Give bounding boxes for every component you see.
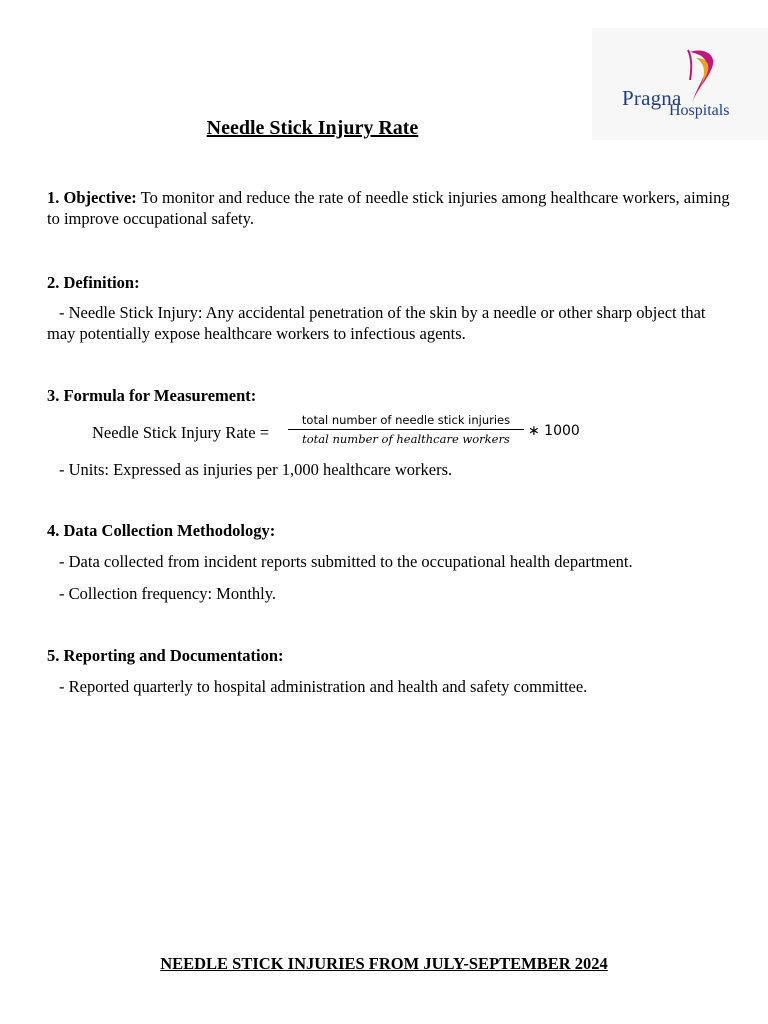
formula-heading: 3. Formula for Measurement: [47, 386, 257, 405]
data-collection-heading: 4. Data Collection Methodology: [47, 521, 276, 540]
formula-fraction [288, 413, 524, 446]
reporting-heading: 5. Reporting and Documentation: [47, 646, 284, 665]
objective-label: 1. Objective: [47, 188, 137, 207]
data-collection-item [47, 551, 737, 572]
logo-text-pragna: Pragna [622, 86, 682, 110]
definition-heading: 2. Definition: [47, 273, 140, 292]
formula-numerator: total number of needle stick injuries [288, 413, 524, 430]
definition-body: - Needle Stick Injury: Any accidental penetration of the skin by a needle or other sharp object that may potentially expose healthcare workers to infectious agents. [47, 303, 706, 343]
data-collection-item [47, 583, 737, 604]
formula-units [47, 459, 737, 480]
objective-section [47, 187, 737, 229]
formula-label: Needle Stick Injury Rate = [92, 423, 270, 442]
logo-text-hospitals: Hospitals [669, 102, 730, 119]
footer-heading: NEEDLE STICK INJURIES FROM JULY-SEPTEMBER 2024 [160, 954, 608, 973]
objective-text: To monitor and reduce the rate of needle stick injuries among healthcare workers, aiming to improve occupational safety. [47, 188, 730, 228]
definition-text [47, 302, 737, 344]
formula-denominator: total number of healthcare workers [302, 432, 510, 446]
data-collection-item-text: - Data collected from incident reports submitted to the occupational health department. [59, 552, 633, 571]
formula-multiplier: ∗ 1000 [528, 423, 580, 439]
reporting-item-text: - Reported quarterly to hospital administration and health and safety committee. [59, 677, 588, 696]
data-collection-item-text: - Collection frequency: Monthly. [59, 584, 277, 603]
reporting-item [47, 676, 737, 697]
formula-units-text: - Units: Expressed as injuries per 1,000 healthcare workers. [59, 460, 453, 479]
document-title: Needle Stick Injury Rate [206, 117, 419, 139]
